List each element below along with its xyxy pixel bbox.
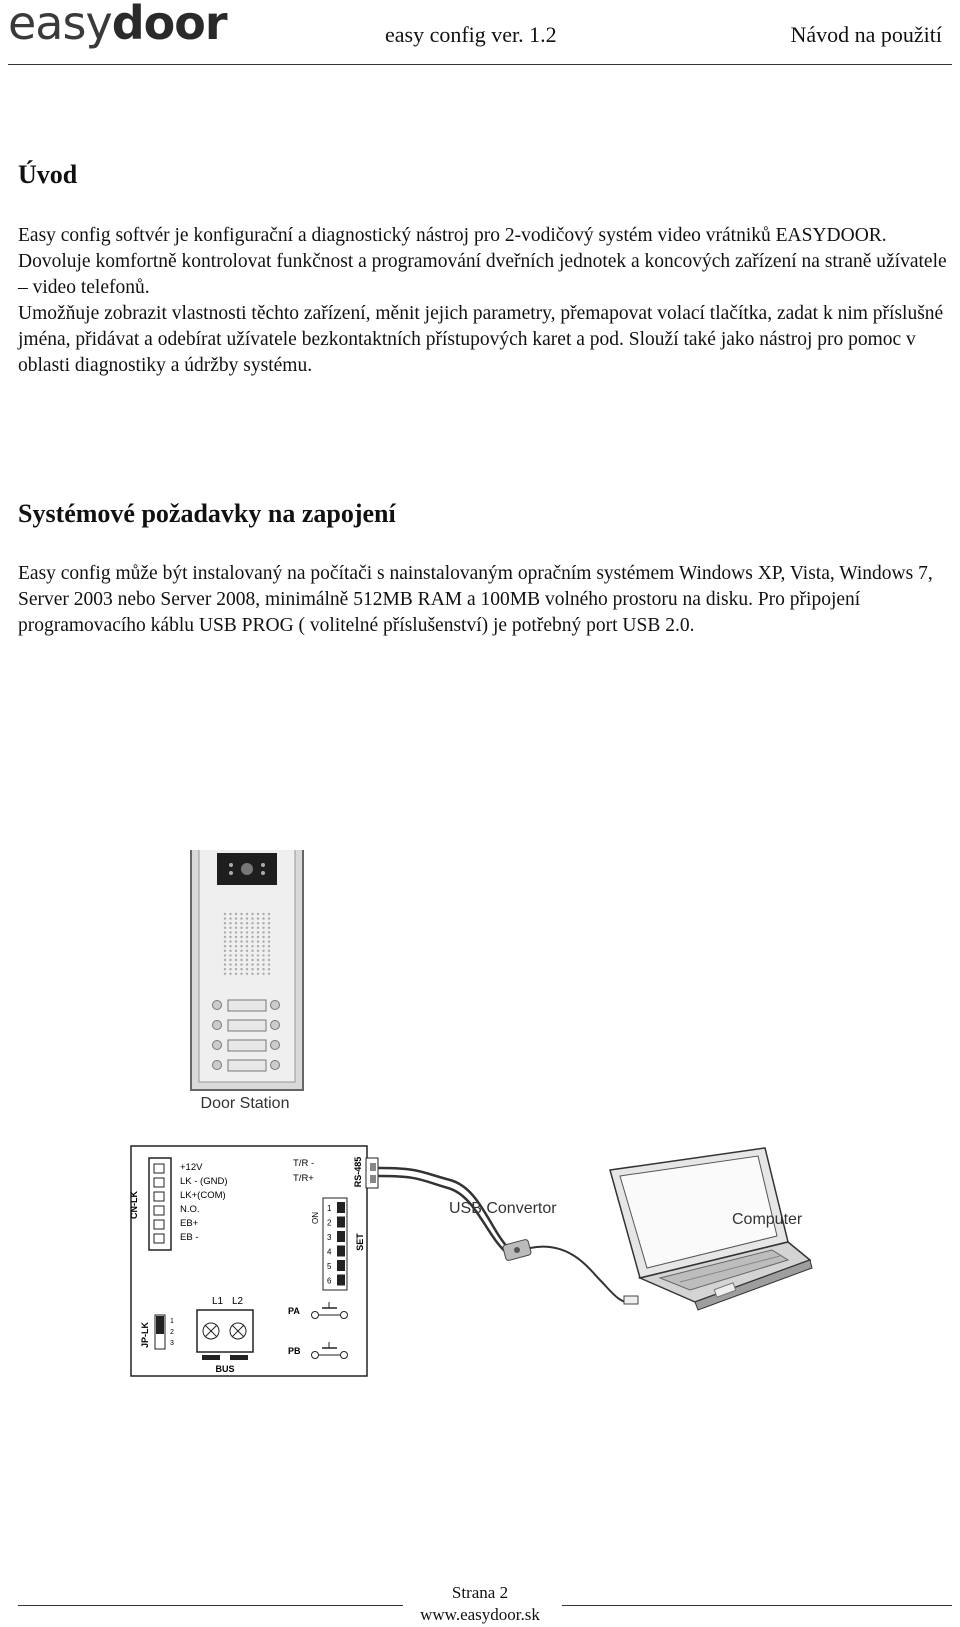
laptop-icon xyxy=(610,1148,812,1310)
intro-paragraph-2: Dovoluje komfortně kontrolovat funkčnost a programování dveřních jednotek a koncových zařízení na straně užívatele – video telefonů. xyxy=(18,251,947,298)
bus-label: BUS xyxy=(215,1364,235,1374)
pin-lk-gnd-label: LK - (GND) xyxy=(180,1176,228,1187)
usb-convertor-icon xyxy=(502,1239,531,1261)
cn-lk-label: CN-LK xyxy=(129,1191,139,1219)
svg-text:2: 2 xyxy=(327,1218,332,1228)
intro-paragraph-1: Easy config softvér je konfigurační a diagnostický nástroj pro 2-vodičový systém video vrátniků EASYDOOR. xyxy=(18,225,887,246)
jp-lk-label: JP-LK xyxy=(140,1321,150,1349)
rs485-connector xyxy=(366,1158,378,1188)
l1-label: L1 xyxy=(212,1296,224,1307)
tr-plus-label: T/R+ xyxy=(293,1173,314,1184)
header-version: easy config ver. 1.2 xyxy=(385,22,557,47)
pin-eb-plus-label: EB+ xyxy=(180,1218,199,1229)
requirements-heading: Systémové požadavky na zapojení xyxy=(18,499,396,528)
usb-plug-icon xyxy=(624,1296,638,1304)
svg-text:3: 3 xyxy=(327,1233,332,1242)
svg-text:3: 3 xyxy=(170,1340,174,1347)
pin-lk-com-label: LK+(COM) xyxy=(180,1190,226,1201)
footer-url: www.easydoor.sk xyxy=(420,1605,540,1624)
pin-12v-label: +12V xyxy=(180,1162,203,1173)
usb-convertor-label: USB Convertor xyxy=(449,1200,557,1217)
easydoor-logo xyxy=(8,0,245,50)
intro-paragraph-3: Umožňuje zobrazit vlastnosti těchto zařízení, měnit jejich parametry, přemapovat volací tlačítka, zadat k nim příslušné jména, přidávat a odebírat užívatele bezkontaktních přístupových karet a pod. Slouží také jako nástroj pro pomoc v oblasti diagnostiky a údržby systému. xyxy=(18,303,944,376)
connection-diagram xyxy=(120,850,840,1430)
dip-set-label: SET xyxy=(355,1233,365,1251)
control-board xyxy=(129,1146,378,1376)
intro-body xyxy=(18,223,948,379)
header-manual-title: Návod na použití xyxy=(790,22,942,47)
logo-door: door xyxy=(111,0,227,50)
door-station-illustration xyxy=(191,850,303,1112)
requirements-paragraph: Easy config může být instalovaný na počítači s nainstalovaným opračním systémem Windows XP, Vista, Windows 7, Server 2003 nebo Server 2008, minimálně 512MB RAM a 100MB volného prostoru na disku. Pro připojení programovacího káblu USB PROG ( volitelné příslušenství) je potřebný port USB 2.0. xyxy=(18,563,933,636)
pb-label: PB xyxy=(288,1346,301,1356)
dip-switch xyxy=(323,1198,347,1290)
svg-text:4: 4 xyxy=(327,1247,332,1257)
pin-eb-minus-label: EB - xyxy=(180,1232,199,1243)
pa-label: PA xyxy=(288,1306,300,1316)
logo-easy: easy xyxy=(8,0,112,50)
usb-cable xyxy=(530,1247,632,1303)
svg-text:1: 1 xyxy=(170,1318,174,1325)
dip-on-label: ON xyxy=(311,1212,320,1224)
tr-minus-label: T/R - xyxy=(293,1158,315,1169)
logo-trademark xyxy=(229,0,245,2)
computer-label: Computer xyxy=(732,1211,803,1228)
l2-label: L2 xyxy=(232,1296,244,1307)
rs485-label: RS-485 xyxy=(353,1156,363,1188)
page-number: Strana 2 xyxy=(451,1583,509,1602)
camera-lens-icon xyxy=(241,863,253,875)
connection-diagram-svg xyxy=(120,850,840,1430)
svg-text:5: 5 xyxy=(327,1262,332,1271)
pin-no-label: N.O. xyxy=(180,1204,200,1215)
svg-text:2: 2 xyxy=(170,1329,174,1336)
svg-text:6: 6 xyxy=(327,1276,332,1286)
header-divider xyxy=(8,64,952,65)
door-station-label: Door Station xyxy=(200,1095,290,1112)
svg-text:1: 1 xyxy=(327,1204,332,1213)
intro-heading: Úvod xyxy=(18,160,78,189)
